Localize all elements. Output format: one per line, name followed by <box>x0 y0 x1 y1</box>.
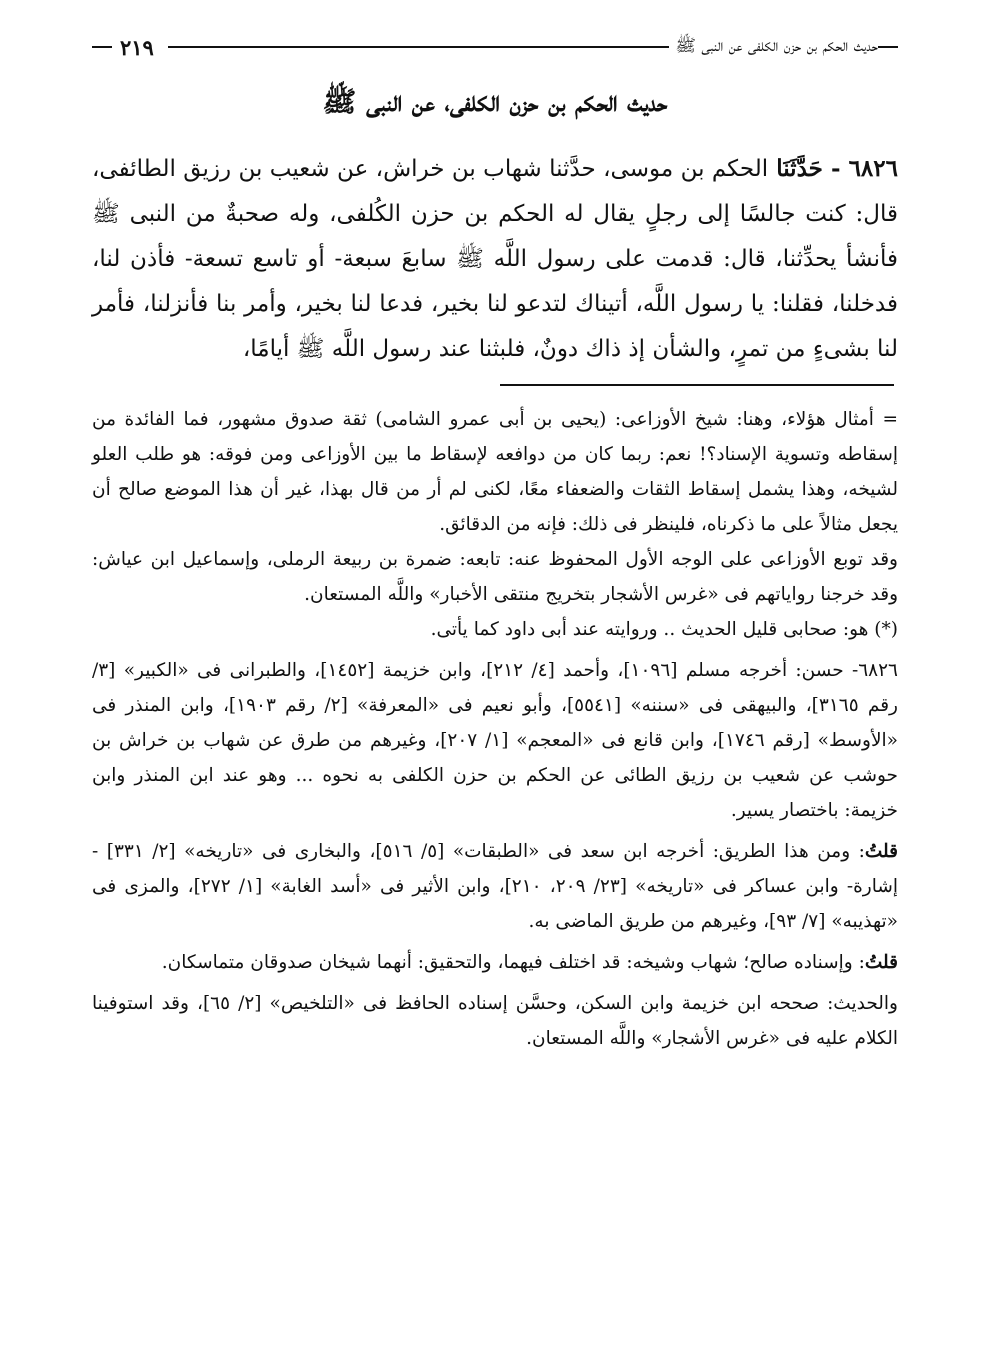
footnote-mutaba: وقد توبع الأوزاعى على الوجه الأول المحفوظ عنه: تابعه: ضمرة بن ربيعة الرملى، وإسماعيل ابن عياش: وقد خرجنا رواياتهم فى «غرس الأشجار بتخريج منتقى الأخبار» واللَّه المستعان. <box>92 549 898 605</box>
qultu-text-1: : ومن هذا الطريق: أخرجه ابن سعد فى «الطبقات» [٥/ ٥١٦]، والبخارى فى «تاريخه» [٢/ ٣٣١] - إشارة- وابن عساكر فى «تاريخه» [٢٣/ ٢٠٩، ٢١٠]، وابن الأثير فى «أسد الغابة» [١/ ٢٧٢]، والمزى فى «تهذيبه» [٧/ ٩٣]، وغيرهم من طريق الماضى به. <box>92 841 898 932</box>
header-dash-right <box>878 46 898 48</box>
qultu-label-2: قلتُ <box>864 952 898 973</box>
running-title: حديث الحكم بن حزن الكلفى عن النبى ﷺ <box>675 35 878 56</box>
page-number: ٢١٩ <box>120 34 154 60</box>
section-title: حديث الحكم بن حزن الكلفى، عن النبى ﷺ <box>322 85 668 118</box>
qultu-label-1: قلتُ <box>864 841 898 862</box>
takhrij-number: ٦٨٢٦ <box>858 660 898 681</box>
closing-paragraph: والحديث: صححه ابن خزيمة وابن السكن، وحسَّن إسناده الحافظ فى «التلخيص» [٢/ ٦٥]، وقد استوفينا الكلام عليه فى «غرس الأشجار» واللَّه المستعان. <box>92 993 898 1049</box>
hadith-body: الحكم بن موسى، حدَّثنا شهاب بن خراش، عن شعيب بن رزيق الطائفى، قال: كنت جالسًا إلى رجلٍ يقال له الحكم بن حزن الكُلفى، وله صحبةٌ من النبى ﷺ فأنشأ يحدِّثنا، قال: قدمت على رسول اللَّه ﷺ سابعَ سبعة- أو تاسع تسعة- فأذن لنا، فدخلنا، فقلنا: يا رسول اللَّه، أتيناك لتدعو لنا بخير، فدعا لنا بخير، وأمر بنا فأنزلنا، فأمر لنا بشىءٍ من تمرٍ، والشأن إذ ذاك دونٌ، فلبثنا عند رسول اللَّه ﷺ أيامًا، <box>92 156 898 362</box>
header-rule <box>168 46 670 48</box>
footnote-separator <box>500 384 894 386</box>
qultu-paragraph-1 <box>92 834 898 939</box>
hadith-text <box>92 146 898 372</box>
header-dash-left <box>92 46 112 48</box>
running-header <box>92 30 898 64</box>
qultu-text-2: : وإسناده صالح؛ شهاب وشيخه: قد اختلف فيهما، والتحقيق: أنهما شيخان صدوقان متماسكان. <box>161 952 865 973</box>
takhrij-text: - حسن: أخرجه مسلم [١٠٩٦]، وأحمد [٤/ ٢١٢]، وابن خزيمة [١٤٥٢]، والطبرانى فى «الكبير» [٣/ رقم ٣١٦٥]، والبيهقى فى «سننه» [٥٥٤١]، وأبو نعيم فى «المعرفة» [٢/ رقم ١٩٠٣]، وابن المنذر فى «الأوسط» [رقم ١٧٤٦]، وابن قانع فى «المعجم» [١/ ٢٠٧]، وغيرهم من طرق عن شهاب بن خراش بن حوشب عن شعيب بن رزيق الطائى عن الحكم بن حزن الكلفى به نحوه ... وهو عند ابن المنذر وابن خزيمة: باختصار يسير. <box>92 660 898 821</box>
footnote-continuation: = أمثال هؤلاء، وهنا: شيخ الأوزاعى: (يحيى بن أبى عمرو الشامى) ثقة صدوق مشهور، فما الفائدة من إسقاطه وتسوية الإسناد؟! نعم: ربما كان من دوافعه لإسقاط ما بين الأوزاعى ومن فوقه: هو طلب العلو لشيخه، وهذا يشمل إسقاط الثقات والضعفاء معًا، لكنى لم أر من قال بهذا، غير أن هذا الموضع صالح أن يجعل مثالاً على ما ذكرناه، فلينظر فى ذلك: فإنه من الدقائق. <box>92 409 898 535</box>
qultu-paragraph-2 <box>92 945 898 980</box>
footnotes <box>92 402 898 1062</box>
hadith-number: ٦٨٢٦ <box>848 155 898 182</box>
footnote-sahabi: (*) هو: صحابى قليل الحديث .. وروايته عند أبى داود كما يأتى. <box>430 619 898 640</box>
hadith-lead-word: - حَدَّثَنَا <box>776 155 849 182</box>
takhrij-paragraph <box>92 653 898 828</box>
